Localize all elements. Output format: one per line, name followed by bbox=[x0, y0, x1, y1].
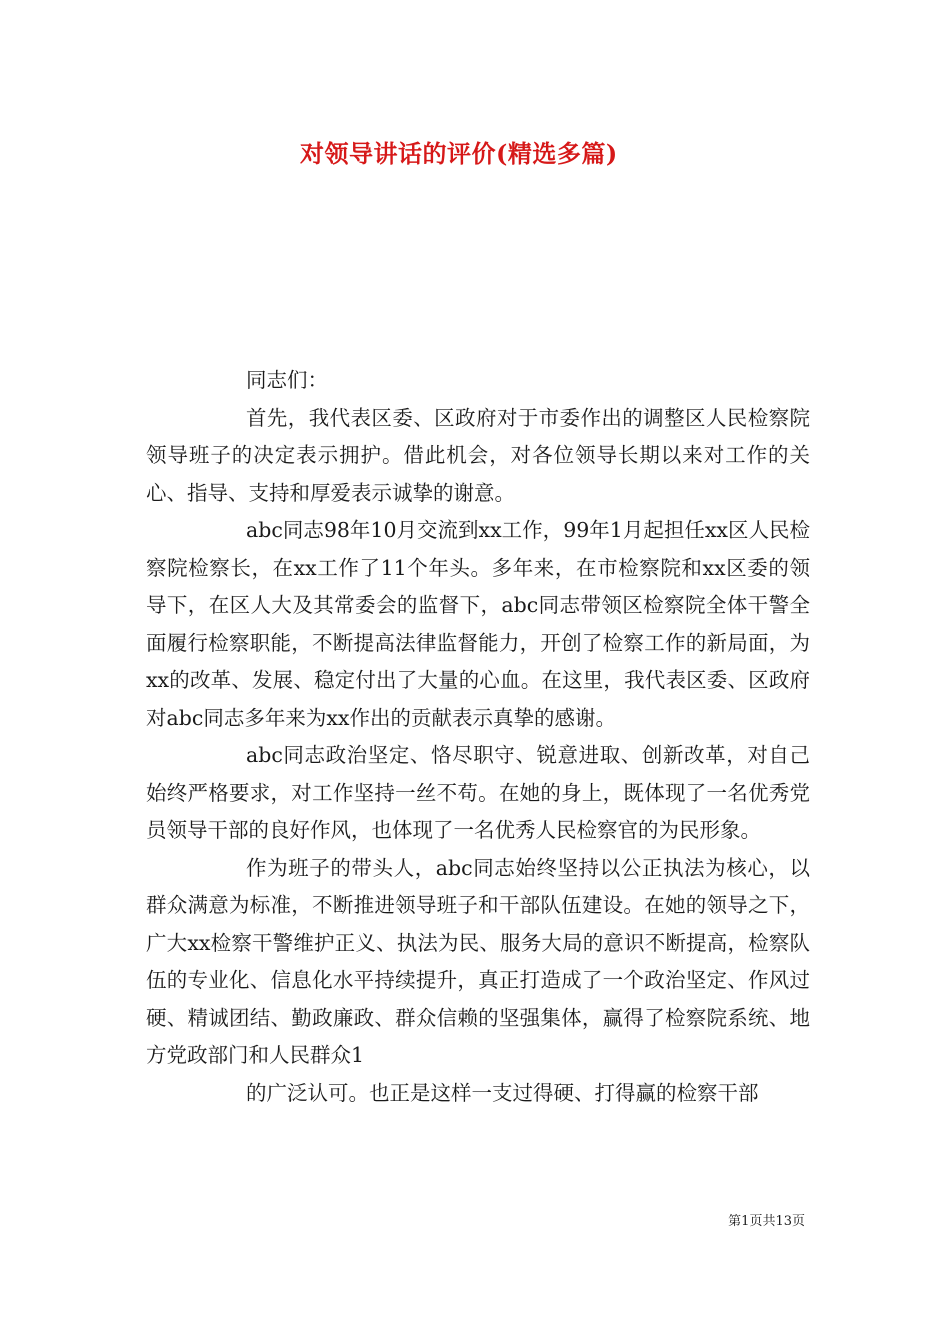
paragraph-3: abc同志政治坚定、恪尽职守、锐意进取、创新改革，对自己始终严格要求，对工作坚持一丝不苟。在她的身上，既体现了一名优秀党员领导干部的良好作风，也体现了一名优秀人民检察官的为民形象。 bbox=[146, 743, 810, 842]
paragraph-4: 作为班子的带头人，abc同志始终坚持以公正执法为核心，以群众满意为标准，不断推进领导班子和干部队伍建设。在她的领导之下，广大xx检察干警维护正义、执法为民、服务大局的意识不断提高，检察队伍的专业化、信息化水平持续提升，真正打造成了一个政治坚定、作风过硬、精诚团结、勤政廉政、群众信赖的坚强集体，赢得了检察院系统、地方党政部门和人民群众1 bbox=[146, 855, 810, 1067]
document-title: 对领导讲话的评价(精选多篇) bbox=[300, 139, 618, 168]
document-body bbox=[146, 362, 810, 1112]
paragraph-continuation: 的广泛认可。也正是这样一支过得硬、打得赢的检察干部 bbox=[246, 1080, 759, 1105]
page-number: 第1页共13页 bbox=[728, 1214, 805, 1229]
paragraph-2: abc同志98年10月交流到xx工作，99年1月起担任xx区人民检察院检察长，在xx工作了11个年头。多年来，在市检察院和xx区委的领导下，在区人大及其常委会的监督下，abc同志带领区检察院全体干警全面履行检察职能，不断提高法律监督能力，开创了检察工作的新局面，为xx的改革、发展、稳定付出了大量的心血。在这里，我代表区委、区政府对abc同志多年来为xx作出的贡献表示真挚的感谢。 bbox=[146, 518, 810, 730]
paragraph-1: 首先，我代表区委、区政府对于市委作出的调整区人民检察院领导班子的决定表示拥护。借此机会，对各位领导长期以来对工作的关心、指导、支持和厚爱表示诚挚的谢意。 bbox=[146, 405, 810, 505]
salutation: 同志们： bbox=[246, 368, 328, 392]
